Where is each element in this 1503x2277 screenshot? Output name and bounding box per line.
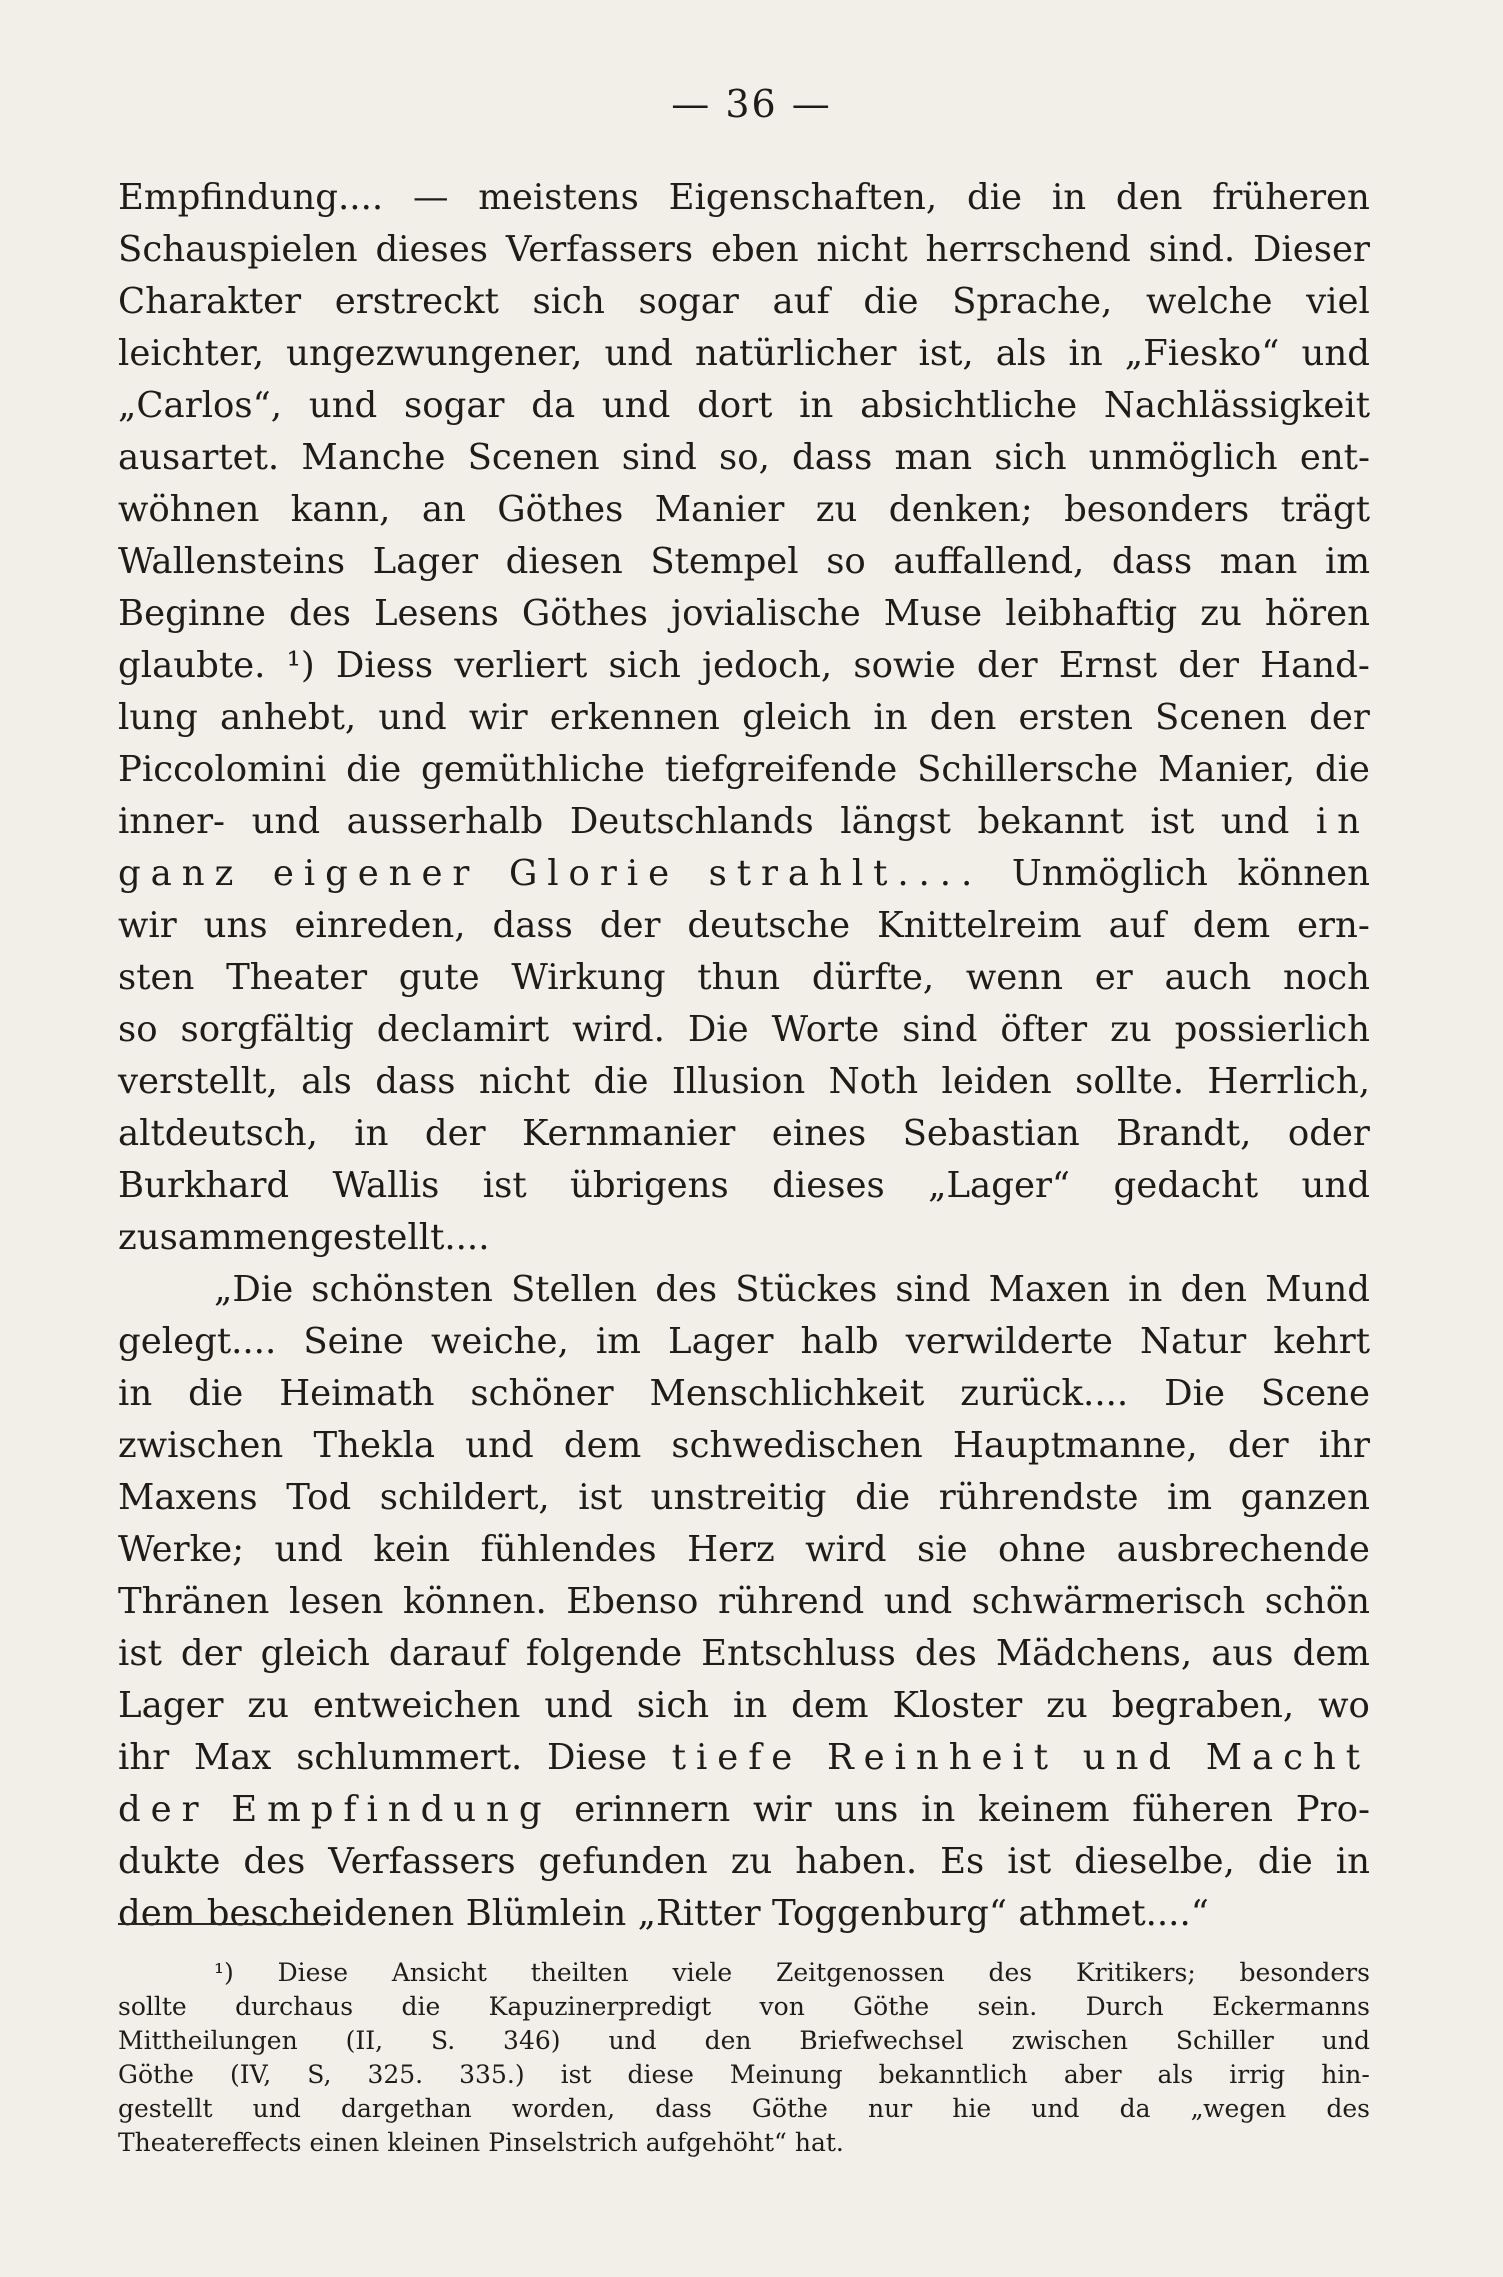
page-number: — 36 — [671,82,832,126]
footnote [118,1956,1370,2160]
text-line: ist der gleich darauf folgende Entschluss des Mädchens, aus dem [118,1633,1370,1674]
text-line: ausartet. Manche Scenen sind so, dass man sich unmöglich ent- [118,437,1370,478]
paragraph-2 [118,1264,1370,1940]
footnote-line: sollte durchaus die Kapuzinerpredigt von Göthe sein. Durch Eckermanns [118,1992,1370,2021]
footnote-line: Göthe (IV, S, 325. 335.) ist diese Meinung bekanntlich aber als irrig hin- [118,2060,1370,2089]
text-line: sten Theater gute Wirkung thun dürfte, wenn er auch noch [118,957,1370,998]
text-line: dem bescheidenen Blümlein „Ritter Toggenburg“ athmet....“ [118,1893,1209,1934]
text-line: lung anhebt, und wir erkennen gleich in den ersten Scenen der [118,697,1370,738]
text-line: wir uns einreden, dass der deutsche Knittelreim auf dem ern- [118,905,1370,946]
text-line: „Die schönsten Stellen des Stückes sind Maxen in den Mund [214,1269,1370,1310]
footnote-line: ¹) Diese Ansicht theilten viele Zeitgenossen des Kritikers; besonders [214,1958,1370,1987]
text-line: Wallensteins Lager diesen Stempel so auffallend, dass man im [118,541,1370,582]
footnote-line: Theatereffects einen kleinen Pinselstrich aufgehöht“ hat. [118,2128,844,2157]
text-line: glaubte. ¹) Diess verliert sich jedoch, sowie der Ernst der Hand- [118,645,1370,686]
text-line: Piccolomini die gemüthliche tiefgreifende Schillersche Manier, die [118,749,1370,790]
text-line: altdeutsch, in der Kernmanier eines Sebastian Brandt, oder [118,1113,1370,1154]
text-line: Empfindung.... — meistens Eigenschaften, die in den früheren [118,177,1370,218]
text-line: in die Heimath schöner Menschlichkeit zurück.... Die Scene [118,1373,1370,1414]
text-line: so sorgfältig declamirt wird. Die Worte sind öfter zu possierlich [118,1009,1370,1050]
text-line: zwischen Thekla und dem schwedischen Hauptmanne, der ihr [118,1425,1370,1466]
body-text [118,172,1370,1940]
text-line: Thränen lesen können. Ebenso rührend und schwärmerisch schön [118,1581,1370,1622]
text-line: zusammengestellt.... [118,1217,490,1258]
text-line: Beginne des Lesens Göthes jovialische Muse leibhaftig zu hören [118,593,1370,634]
text-line: Maxens Tod schildert, ist unstreitig die rührendste im ganzen [118,1477,1370,1518]
text-line: Lager zu entweichen und sich in dem Kloster zu begraben, wo [118,1685,1370,1726]
footnote-line: gestellt und dargethan worden, dass Göthe nur hie und da „wegen des [118,2094,1370,2123]
text-line: wöhnen kann, an Göthes Manier zu denken; besonders trägt [118,489,1370,530]
text-line: verstellt, als dass nicht die Illusion Noth leiden sollte. Herrlich, [118,1061,1370,1102]
text-line: leichter, ungezwungener, und natürlicher ist, als in „Fiesko“ und [118,333,1370,374]
text-line: der Empfindung erinnern wir uns in keinem füheren Pro- [118,1789,1370,1830]
text-line: gelegt.... Seine weiche, im Lager halb verwilderte Natur kehrt [118,1321,1370,1362]
text-line: Schauspielen dieses Verfassers eben nicht herrschend sind. Dieser [118,229,1370,270]
text-line: Werke; und kein fühlendes Herz wird sie ohne ausbrechende [118,1529,1370,1570]
footnote-divider [118,1923,328,1925]
text-line: Charakter erstreckt sich sogar auf die Sprache, welche viel [118,281,1370,322]
text-line: dukte des Verfassers gefunden zu haben. Es ist dieselbe, die in [118,1841,1370,1882]
text-line: „Carlos“, und sogar da und dort in absichtliche Nachlässigkeit [118,385,1370,426]
footnote-line: Mittheilungen (II, S. 346) und den Briefwechsel zwischen Schiller und [118,2026,1370,2055]
text-line: ganz eigener Glorie strahlt.... Unmöglich können [118,853,1370,894]
text-line: inner- und ausserhalb Deutschlands längst bekannt ist und in [118,801,1370,842]
text-line: Burkhard Wallis ist übrigens dieses „Lager“ gedacht und [118,1165,1370,1206]
text-line: ihr Max schlummert. Diese tiefe Reinheit und Macht [118,1737,1370,1778]
paragraph-1 [118,172,1370,1264]
